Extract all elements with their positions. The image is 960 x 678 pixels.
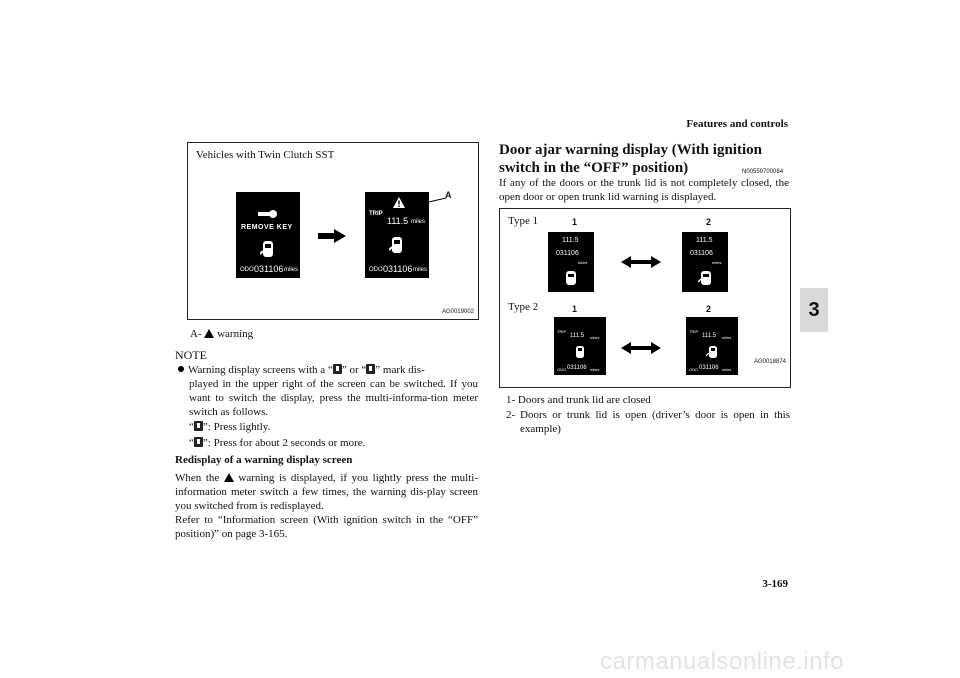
section-header: Features and controls [686, 118, 788, 130]
redisplay-heading: Redisplay of a warning display screen [175, 454, 353, 466]
door-mark-icon [194, 437, 203, 447]
key-icon [258, 205, 278, 213]
type2-odo-unit: miles [722, 367, 732, 372]
figure-code: AG0019002 [441, 309, 474, 315]
section-title: Door ajar warning display (With ignition switch in the “OFF” position) [499, 142, 762, 176]
type2-trip-unit: miles [590, 335, 600, 340]
list-item: 2- Doors or trunk lid is open (driver’s door is open in this example) [506, 409, 790, 435]
legend-prefix: A- [190, 328, 202, 340]
type2-display-closed [554, 317, 606, 375]
display-remove-key [236, 192, 300, 278]
number-1: 1 [572, 217, 578, 227]
note-item-2: “ ”: Press for about 2 seconds or more. [189, 437, 366, 449]
odo-label: ODO [369, 267, 383, 273]
type1-display-closed [548, 232, 594, 292]
figure-title: Vehicles with Twin Clutch SST [196, 149, 335, 161]
car-door-icon [389, 236, 405, 259]
warning-triangle-icon [393, 195, 405, 213]
car-door-open-icon [698, 270, 712, 291]
figure-door-ajar [499, 208, 791, 388]
warning-triangle-icon [224, 473, 234, 482]
door-mark-icon [333, 364, 342, 374]
note-bullet: Warning display screens with a “ ” or “ ” mark dis- [178, 363, 478, 377]
arrow-right-icon [318, 229, 346, 248]
car-door-icon [260, 240, 276, 263]
figure-legend [190, 327, 253, 341]
legend-suffix: warning [217, 328, 254, 340]
figure-code: AG0018874 [753, 359, 786, 365]
type2-odo-value: 031106 [567, 365, 587, 371]
odo-value: 031106 [383, 264, 413, 274]
type-2-label: Type 2 [508, 301, 539, 313]
car-closed-icon [575, 345, 585, 364]
odo-unit: miles [413, 267, 428, 273]
type1-trip-value: 111.5 [696, 237, 713, 244]
intro-paragraph: If any of the doors or the trunk lid is not completely closed, the open door or open trunk lid warning is displayed. [499, 177, 789, 203]
odo-label: ODO [240, 267, 254, 273]
trip-label: TRIP [369, 211, 383, 217]
note-body: played in the upper right of the screen can be switched. If you want to switch the display, press the multi-informa-tion meter switch as follows. [189, 378, 478, 418]
callout-a: A [445, 190, 452, 200]
type1-display-open [682, 232, 728, 292]
type2-odo-label: ODO [557, 367, 567, 372]
note-item-1: “ ”: Press lightly. [189, 421, 271, 433]
note-heading: NOTE [175, 348, 207, 362]
number-2: 2 [706, 304, 712, 314]
type2-trip-unit: miles [722, 335, 732, 340]
car-closed-icon [565, 270, 577, 291]
trip-value: 111.5 [387, 216, 409, 226]
odo-value: 031106 [254, 264, 284, 274]
type-1-label: Type 1 [508, 215, 539, 227]
list-item: 1- Doors and trunk lid are closed [506, 394, 651, 406]
car-door-open-icon [706, 345, 718, 364]
type2-odo-label: ODO [689, 367, 699, 372]
door-mark-icon [366, 364, 375, 374]
bullet-icon [178, 366, 184, 372]
type1-trip-value: 111.5 [562, 237, 579, 244]
odo-unit: miles [284, 267, 299, 273]
type1-odo-value: 031106 [690, 250, 713, 257]
page-number: 3-169 [762, 578, 788, 590]
number-1: 1 [572, 304, 578, 314]
warning-triangle-icon [204, 329, 214, 338]
type2-odo-value: 031106 [699, 365, 719, 371]
figure-twin-clutch [187, 142, 479, 320]
type2-display-open [686, 317, 738, 375]
chapter-tab: 3 [800, 288, 828, 332]
type2-trip-value: 111.5 [570, 333, 585, 339]
type1-odo-value: 031106 [556, 250, 579, 257]
watermark: carmanualsonline.info [600, 648, 844, 675]
type2-trip-value: 111.5 [702, 333, 717, 339]
type2-trip-label: TRIP [557, 329, 567, 334]
remove-key-message: REMOVE KEY [241, 224, 293, 231]
type2-odo-unit: miles [590, 367, 600, 372]
reference-code: N00559700084 [742, 169, 784, 175]
redisplay-reference: Refer to “Information screen (With ignition switch in the “OFF” position)” on page 3-165. [175, 514, 478, 540]
type2-trip-label: TRIP [689, 329, 699, 334]
trip-unit: miles [411, 219, 426, 225]
redisplay-paragraph: When the warning is displayed, if you lightly press the multi-information meter switch a few times, the warning dis-play screen you switched from is redisplayed. [175, 472, 479, 512]
type1-unit: miles [578, 260, 588, 265]
double-arrow-icon [621, 255, 661, 273]
door-mark-icon [194, 421, 203, 431]
double-arrow-icon [621, 341, 661, 359]
number-2: 2 [706, 217, 712, 227]
type1-unit: miles [712, 260, 722, 265]
